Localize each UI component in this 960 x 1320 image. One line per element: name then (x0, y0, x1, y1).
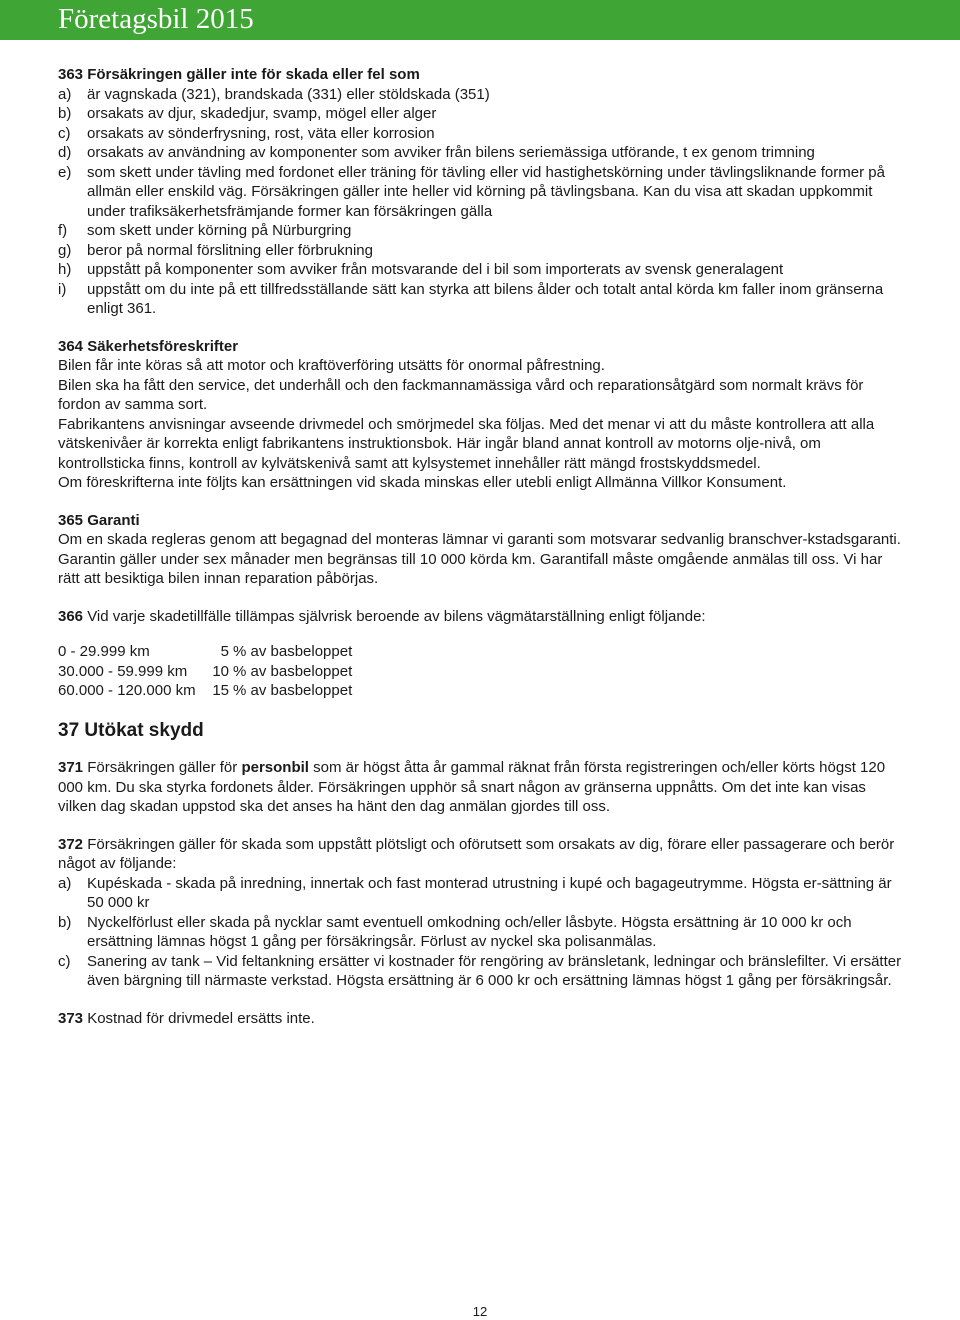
list-item (58, 143, 908, 163)
list-item-text: Kupéskada - skada på inredning, innertak och fast monterad utrustning i kupé och bagageutrymme. Högsta er-sättning är 50 000 kr (87, 874, 892, 912)
section-366-number: 366 (58, 607, 84, 625)
section-372-text: Försäkringen gäller för skada som uppstått plötsligt och oförutsett som orsakats av dig, förare eller passagerare och berör något av följande: (58, 835, 895, 873)
list-item (58, 913, 908, 952)
list-item-marker: c) (58, 124, 71, 142)
section-364-heading: 364 Säkerhetsföreskrifter (58, 337, 239, 355)
section-364-paragraph-4: Om föreskrifterna inte följts kan ersättningen vid skada minskas eller utebli enligt Allmänna Villkor Konsument. (58, 474, 787, 491)
list-item (58, 124, 908, 144)
header-band (0, 0, 960, 40)
list-item (58, 85, 908, 105)
list-item-marker: a) (58, 85, 72, 103)
list-item-text: uppstått om du inte på ett tillfredsställande sätt kan styrka att bilens ålder och totalt antal körda km faller inom gränserna enligt 361. (87, 280, 884, 317)
list-item-marker: g) (58, 241, 72, 259)
list-item-text: är vagnskada (321), brandskada (331) eller stöldskada (351) (87, 85, 490, 103)
list-item-text: beror på normal förslitning eller förbrukning (87, 241, 373, 259)
section-373-text: Kostnad för drivmedel ersätts inte. (83, 1009, 315, 1027)
section-364-paragraph-3: Fabrikantens anvisningar avseende drivmedel och smörjmedel ska följas. Med det menar vi att du måste kontrollera att alla vätskenivåer är korrekta enligt fabrikantens instruktionsbok. Här ingår bland annat kontroll av motorns olje-nivå, om kontrollsticka finns, kontroll av kylvätskenivå samt att kylsystemet innehåller rätt mängd frostskyddsmedel. (58, 415, 875, 472)
chapter-heading: 37 Utökat skydd (58, 719, 204, 741)
list-item (58, 874, 908, 913)
section-373 (58, 1009, 908, 1029)
section-363-list (58, 85, 908, 319)
section-373-number: 373 (58, 1009, 84, 1027)
list-item-text: som skett under tävling med fordonet eller träning för tävling eller vid hastighetskörning under tävlingsliknande former på allmän eller enskild väg. Försäkringen gäller inte heller vid körning på tävlingsbana. Kan du visa att skadan uppkommit under trafiksäkerhetsfrämjande former kan försäkringen gälla (87, 163, 885, 220)
list-item-marker: h) (58, 261, 72, 278)
section-372-number: 372 (58, 835, 84, 853)
section-371-number: 371 (58, 759, 84, 777)
section-371-bold: personbil (241, 759, 309, 777)
section-365-heading: 365 Garanti (58, 511, 140, 529)
section-365 (58, 511, 908, 589)
section-363 (58, 65, 908, 319)
list-item-marker: c) (58, 952, 71, 970)
section-366 (58, 607, 908, 701)
section-364-paragraph-1: Bilen får inte köras så att motor och kraftöverföring utsätts för onormal påfrestning. (58, 357, 605, 374)
list-item (58, 952, 908, 991)
list-item-marker: f) (58, 222, 68, 239)
list-item-marker: b) (58, 105, 72, 122)
section-372 (58, 835, 908, 991)
deductible-percent: 10 (212, 662, 229, 680)
list-item-text: orsakats av djur, skadedjur, svamp, mögel eller alger (87, 105, 437, 122)
document-body (58, 65, 908, 1028)
deductible-unit: % av basbeloppet (233, 662, 353, 680)
list-item-marker: e) (58, 163, 72, 181)
section-372-intro (58, 835, 908, 874)
list-item-marker: a) (58, 874, 72, 892)
section-364 (58, 337, 908, 493)
deductible-table (58, 642, 908, 701)
section-364-paragraph-2: Bilen ska ha fått den service, det underhåll och den fackmannamässiga vård och reparationsåtgärd som normalt krävs för fordon av samma sort. (58, 376, 864, 413)
list-item (58, 104, 908, 124)
list-item-text: orsakats av användning av komponenter som avviker från bilens seriemässiga utförande, t ex genom trimning (87, 144, 815, 161)
list-item (58, 221, 908, 241)
list-item-marker: b) (58, 913, 72, 931)
section-371-pre: Försäkringen gäller för (83, 759, 242, 777)
document-title: Företagsbil 2015 (58, 3, 254, 35)
page-number: 12 (472, 1304, 488, 1319)
list-item-text: orsakats av sönderfrysning, rost, väta eller korrosion (87, 124, 435, 142)
section-371-post: som är högst åtta år gammal räknat från första registreringen och/eller körts högst 120 000 km. Du ska styrka fordonets ålder. Försäkringen upphör så snart någon av gränserna uppnåtts. Om det inte kan visas vilken dag skadan uppstod ska det anses ha hänt den dag anmälan gjordes till oss. (58, 759, 886, 816)
list-item-marker: d) (58, 144, 72, 161)
list-item-text: Sanering av tank – Vid feltankning ersätter vi kostnader för rengöring av bränsletank, ledningar och bränslefilter. Vi ersätter även bärgning till närmaste verkstad. Högsta ersättning är 6 000 kr och ersättning lämnas högst 1 gång per försäkringsår. (87, 952, 902, 990)
section-365-text: Om en skada regleras genom att begagnad del monteras lämnar vi garanti som motsvarar sedvanlig branschver-kstadsgaranti. Garantin gäller under sex månader men begränsas till 10 000 körda km. Garantifall måste omgående anmälas till oss. Vi har rätt att besiktiga bilen innan reparation påbörjas. (58, 531, 901, 587)
section-366-text: Vid varje skadetillfälle tillämpas självrisk beroende av bilens vägmätarställning enligt följande: (83, 607, 706, 625)
list-item-marker: i) (58, 280, 67, 298)
list-item-text: uppstått på komponenter som avviker från motsvarande del i bil som importerats av svensk generalagent (87, 261, 784, 278)
deductible-unit: % av basbeloppet (233, 682, 353, 699)
deductible-percent: 15 (212, 682, 229, 699)
list-item-text: som skett under körning på Nürburgring (87, 222, 352, 239)
section-372-list (58, 874, 908, 991)
list-item-text: Nyckelförlust eller skada på nycklar samt eventuell omkodning och/eller låsbyte. Högsta ersättning är 10 000 kr och ersättning lämnas högst 1 gång per försäkringsår. Förlust av nyckel ska polisanmälas. (87, 913, 852, 951)
section-373-text-line (58, 1009, 908, 1029)
deductible-percent: 5 (220, 643, 229, 660)
list-item (58, 241, 908, 261)
section-366-intro (58, 607, 908, 627)
section-363-heading: 363 Försäkringen gäller inte för skada eller fel som (58, 66, 420, 83)
list-item (58, 163, 908, 222)
deductible-mileage-range: 60.000 - 120.000 km (58, 682, 196, 699)
list-item (58, 260, 908, 280)
list-item (58, 280, 908, 319)
section-371 (58, 758, 908, 817)
deductible-mileage-range: 30.000 - 59.999 km (58, 662, 188, 680)
deductible-unit: % av basbeloppet (233, 643, 353, 660)
section-371-text (58, 758, 908, 817)
deductible-mileage-range: 0 - 29.999 km (58, 643, 150, 660)
